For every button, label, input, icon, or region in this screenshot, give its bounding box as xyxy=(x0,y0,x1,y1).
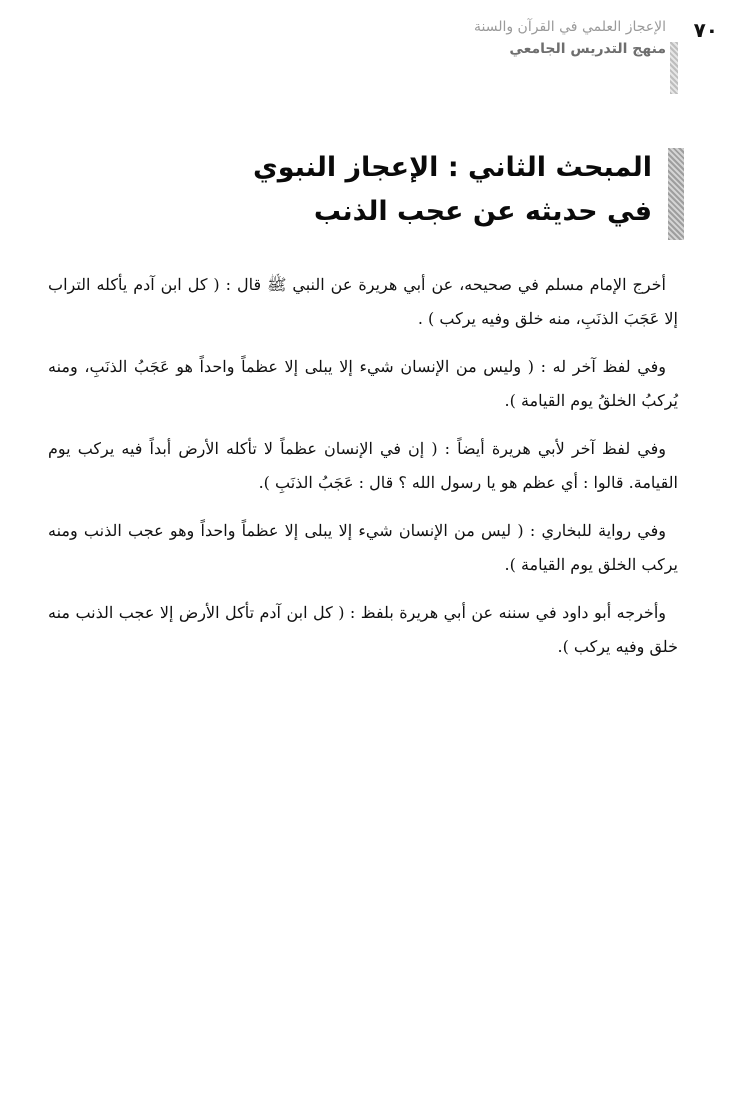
series-title: منهج التدريس الجامعي xyxy=(509,41,666,57)
section-heading xyxy=(252,146,682,234)
paragraph-bukhari: وفي رواية للبخاري : ( ليس من الإنسان شيء إلا يبلى إلا عظماً واحداً وهو عجب الذنب ومنه يركب الخلق يوم القيامة ). xyxy=(48,521,678,574)
body-text xyxy=(48,268,678,678)
running-header xyxy=(426,16,666,60)
paragraph-muslim-variant: وفي لفظ آخر له : ( وليس من الإنسان شيء إلا يبلى إلا عظماً واحداً هو عَجَبُ الذنَبِ، ومنه يُركبُ الخلقُ يوم القيامة ). xyxy=(48,357,678,410)
page-number: ٧٠ xyxy=(693,18,718,42)
paragraph-muslim: أخرج الإمام مسلم في صحيحه، عن أبي هريرة عن النبي ﷺ قال : ( كل ابن آدم يأكله التراب إلا عَجَبَ الذنَبِ، منه خلق وفيه يركب ) . xyxy=(48,275,678,328)
book-title: الإعجاز العلمي في القرآن والسنة xyxy=(473,19,666,35)
paragraph-abu-hurayra-variant: وفي لفظ آخر لأبي هريرة أيضاً : ( إن في الإنسان عظماً لا تأكله الأرض أبداً فيه يركب يوم القيامة. قالوا : أي عظم هو يا رسول الله ؟ قال : عَجَبُ الذنَبِ ). xyxy=(48,439,678,492)
header-decorative-bar xyxy=(670,42,678,94)
section-title-line2: في حديثه عن عجب الذنب xyxy=(313,196,652,227)
section-title-line1: المبحث الثاني : الإعجاز النبوي xyxy=(252,152,652,183)
paragraph-abu-dawud: وأخرجه أبو داود في سننه عن أبي هريرة بلفظ : ( كل ابن آدم تأكل الأرض إلا عجب الذنب منه خلق وفيه يركب ). xyxy=(48,603,678,656)
